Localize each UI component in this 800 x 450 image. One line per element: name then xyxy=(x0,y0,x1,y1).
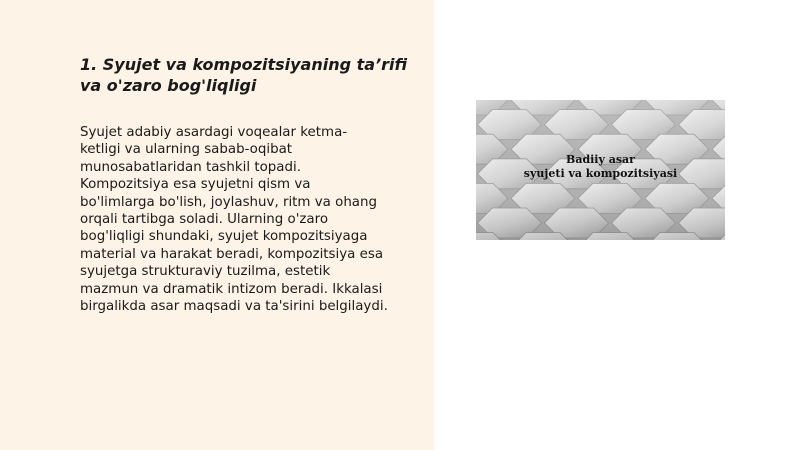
body-line: bog'liqligi shundaki, syujet kompozitsiyaga xyxy=(80,229,368,245)
body-line: mazmun va dramatik intizom beradi. Ikkalasi xyxy=(80,281,383,297)
caption-line: syujeti va kompozitsiyasi xyxy=(523,167,678,180)
body-line: syujetga strukturaviy tuzilma, estetik xyxy=(80,264,331,280)
slide-title xyxy=(80,54,420,96)
caption-line: Badiiy asar xyxy=(566,153,635,166)
title-line: 1. Syujet va kompozitsiyaning ta’rifi xyxy=(80,55,408,74)
title-line: va o'zaro bog'liqligi xyxy=(80,76,257,95)
body-line: Kompozitsiya esa syujetni qism va xyxy=(80,177,311,193)
body-line: munosabatlaridan tashkil topadi. xyxy=(80,159,301,175)
body-line: Syujet adabiy asardagi voqealar ketma- xyxy=(80,125,348,140)
body-line: bo'limlarga bo'lish, joylashuv, ritm va ohang xyxy=(80,194,377,210)
body-line: orqali tartibga soladi. Ularning o'zaro xyxy=(80,212,329,228)
body-line: material va harakat beradi, kompozitsiya esa xyxy=(80,246,384,262)
image-caption xyxy=(476,153,725,181)
hexagon-pattern-image xyxy=(476,100,725,240)
body-line: birgalikda asar maqsadi va ta'sirini belgilaydi. xyxy=(80,299,388,315)
body-line: ketligi va ularning sabab-oqibat xyxy=(80,142,293,158)
body-paragraph xyxy=(80,124,425,315)
